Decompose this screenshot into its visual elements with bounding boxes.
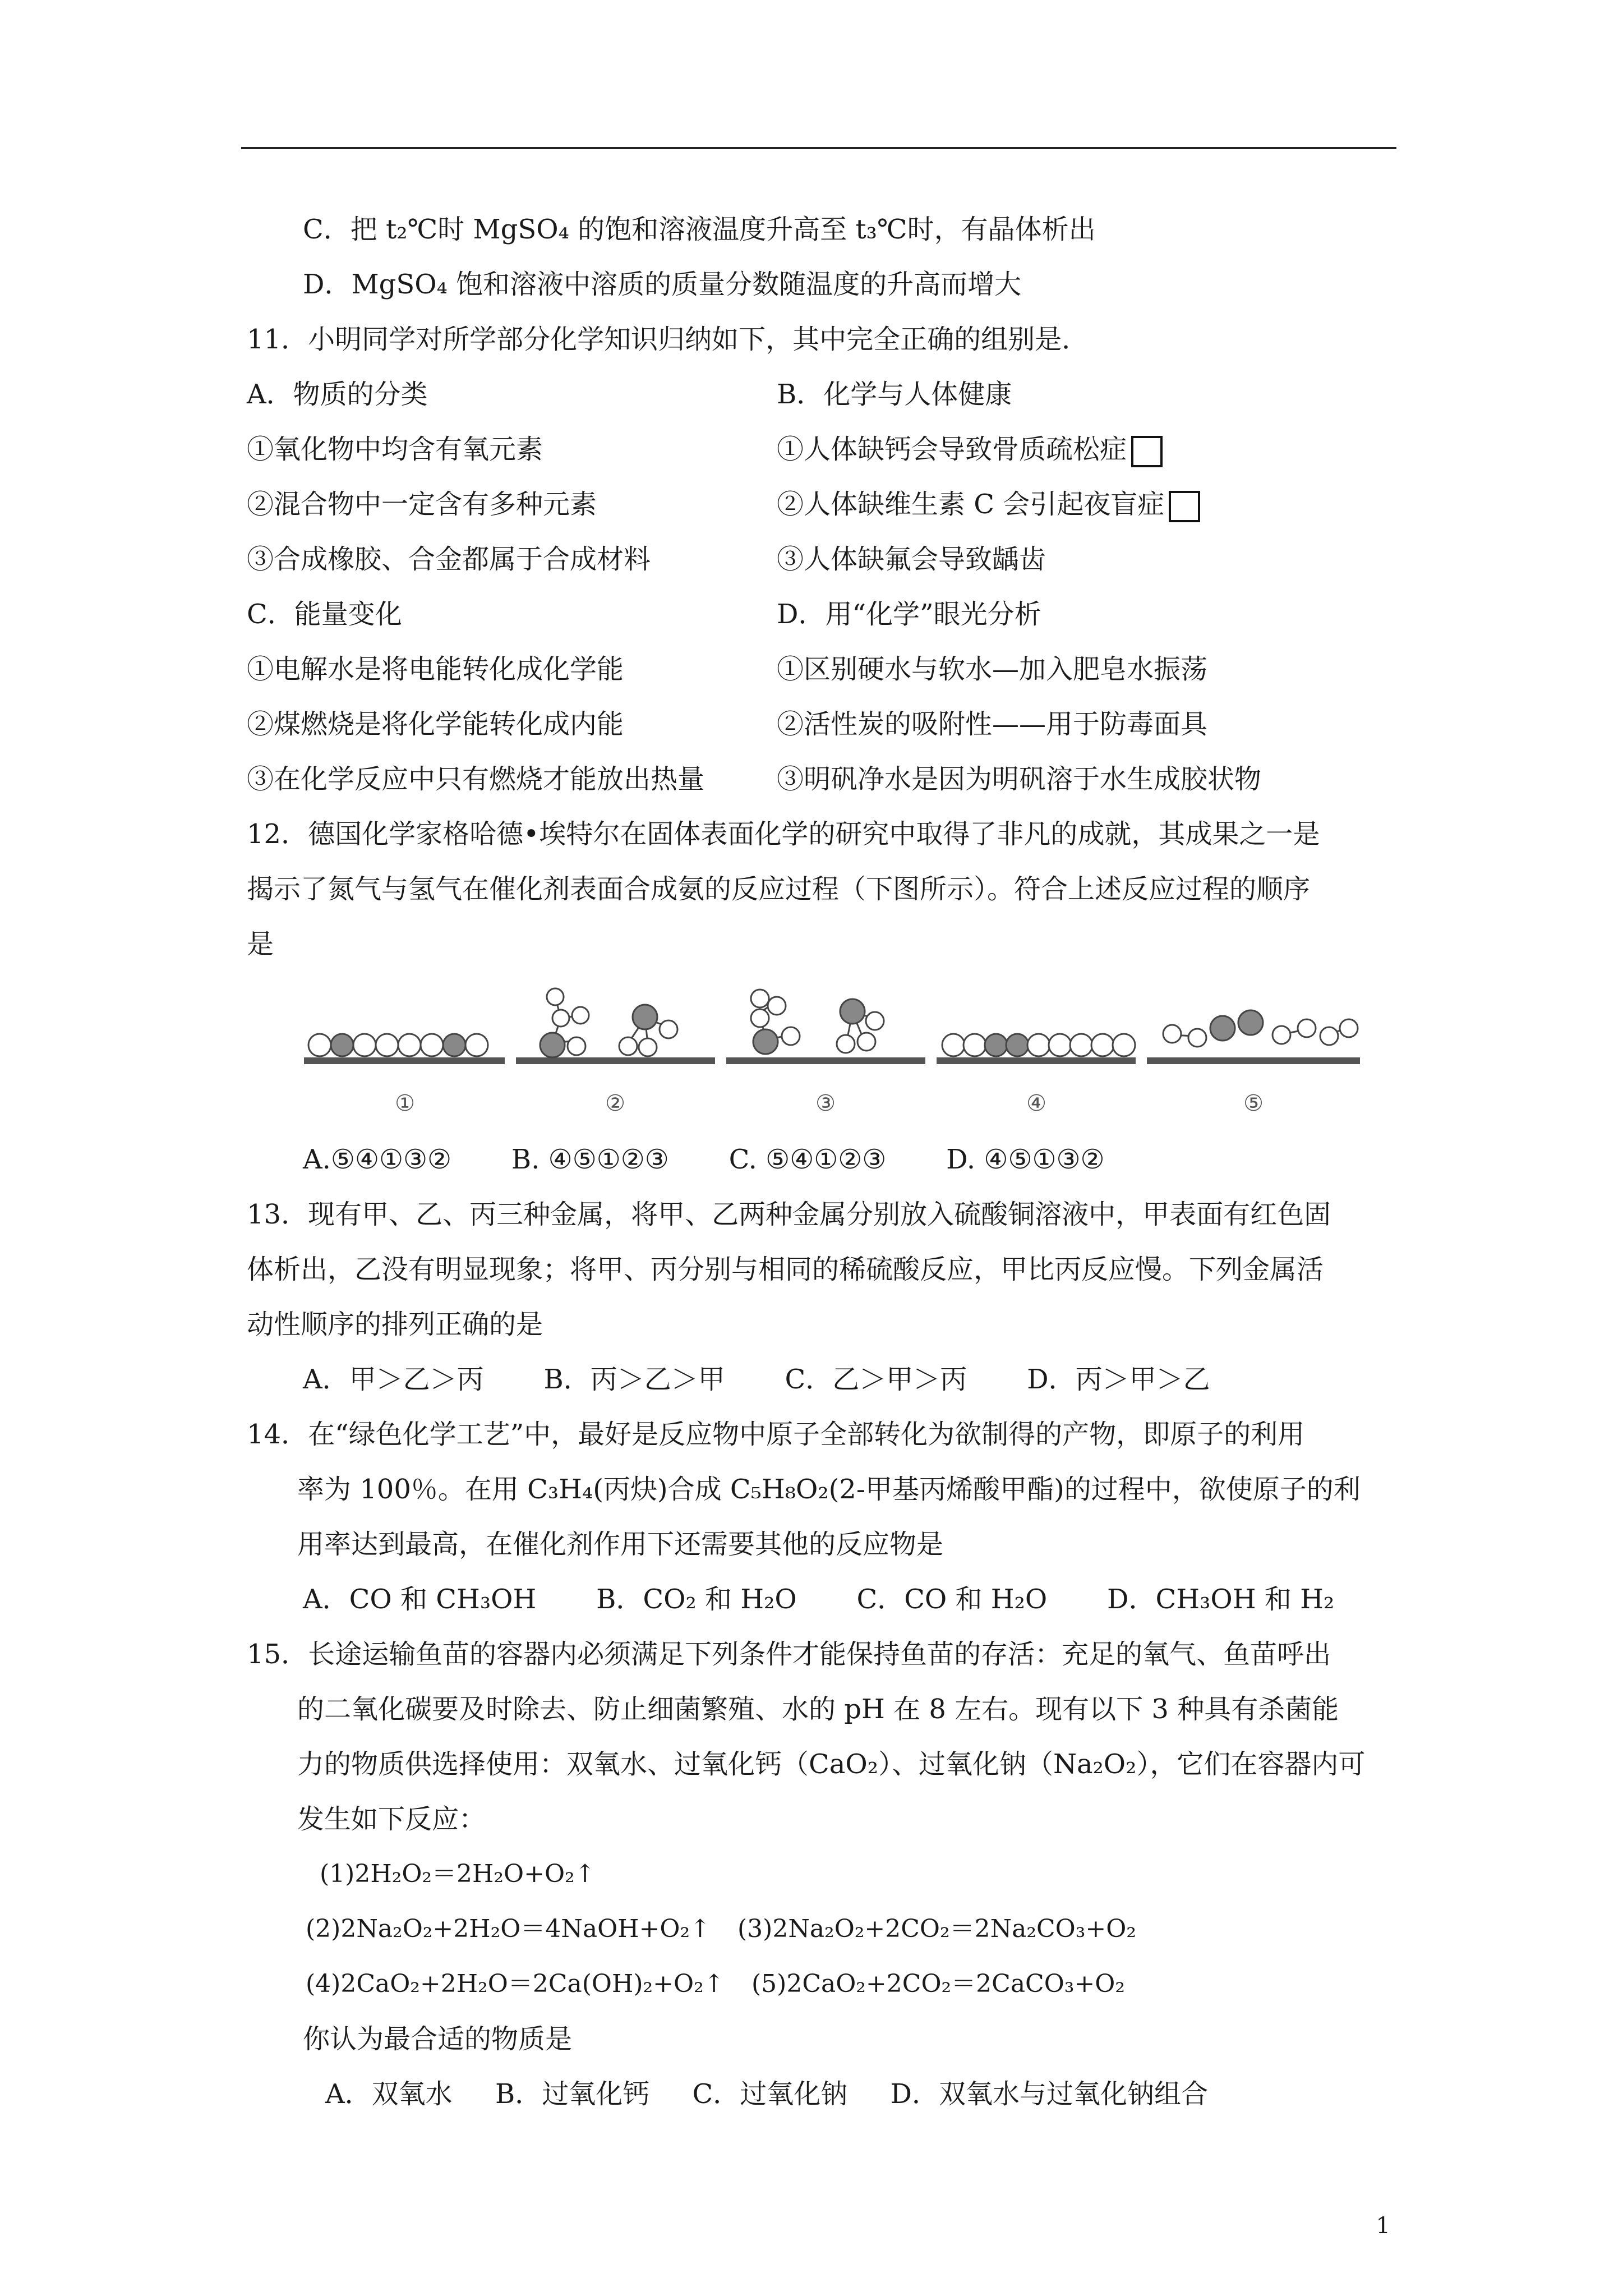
q15-stem-line1: 15．长途运输鱼苗的容器内必须满足下列条件才能保持鱼苗的存活：充足的氧气、鱼苗呼出 xyxy=(247,1639,1331,1670)
q14-stem-line2: 率为 100％。在用 C₃H₄(丙炔)合成 C₅H₈O₂(2-甲基丙烯酸甲酯)的过程中，欲使原子的利 xyxy=(297,1474,1361,1505)
q12-options: A.⑤④①③② B. ④⑤①②③ C. ⑤④①②③ D. ④⑤①③② xyxy=(303,1144,1105,1175)
q15-stem-line4: 发生如下反应： xyxy=(297,1803,486,1835)
q15-options: A．双氧水 B．过氧化钙 C．过氧化钠 D．双氧水与过氧化钠组合 xyxy=(325,2078,1209,2110)
q12-stem-line2: 揭示了氮气与氢气在催化剂表面合成氨的反应过程（下图所示）。符合上述反应过程的顺序 xyxy=(247,873,1311,905)
q11-d3: ③明矾净水是因为明矾溶于水生成胶状物 xyxy=(777,763,1262,795)
panel-5 xyxy=(1147,1010,1360,1064)
q15-reaction-4: (4)2CaO₂+2H₂O＝2Ca(OH)₂+O₂↑ xyxy=(306,1970,725,1998)
q11-a1: ①氧化物中均含有氧元素 xyxy=(247,434,543,465)
q15-ask: 你认为最合适的物质是 xyxy=(303,2023,573,2055)
panel-4 xyxy=(937,1034,1136,1064)
q11-a2: ②混合物中一定含有多种元素 xyxy=(247,489,597,520)
q15-reaction-2: (2)2Na₂O₂+2H₂O＝4NaOH+O₂↑ xyxy=(306,1915,711,1943)
panel-3 xyxy=(726,990,925,1064)
q12-stem-line1: 12．德国化学家格哈德•埃特尔在固体表面化学的研究中取得了非凡的成就，其成果之一是 xyxy=(247,818,1320,850)
q11-a-title: A．物质的分类 xyxy=(247,379,428,410)
q15-reaction-5: (5)2CaO₂+2CO₂＝2CaCO₃+O₂ xyxy=(751,1970,1126,1998)
q10-option-c: C．把 t₂℃时 MgSO₄ 的饱和溶液温度升高至 t₃℃时，有晶体析出 xyxy=(303,214,1096,245)
q12-stem-line3: 是 xyxy=(247,928,274,960)
q15-stem-line2: 的二氧化碳要及时除去、防止细菌繁殖、水的 pH 在 8 左右。现有以下 3 种具有杀菌能 xyxy=(297,1694,1339,1725)
panel-label-4: ④ xyxy=(1026,1091,1046,1116)
q13-stem-line1: 13．现有甲、乙、丙三种金属，将甲、乙两种金属分别放入硫酸铜溶液中，甲表面有红色固 xyxy=(247,1199,1331,1230)
q10-option-d: D．MgSO₄ 饱和溶液中溶质的质量分数随温度的升高而增大 xyxy=(303,269,1022,300)
page-number: 1 xyxy=(1376,2213,1390,2239)
reaction-process-figure xyxy=(297,973,1363,1125)
panel-label-5: ⑤ xyxy=(1243,1091,1264,1116)
q15-reaction-1: (1)2H₂O₂＝2H₂O+O₂↑ xyxy=(320,1860,596,1888)
q13-options: A．甲＞乙＞丙 B．丙＞乙＞甲 C．乙＞甲＞丙 D．丙＞甲＞乙 xyxy=(303,1364,1210,1395)
q15-reaction-3: (3)2Na₂O₂+2CO₂＝2Na₂CO₃+O₂ xyxy=(737,1915,1136,1943)
q11-b2: ②人体缺维生素 C 会引起夜盲症 xyxy=(777,489,1165,520)
header-rule xyxy=(241,147,1396,149)
answer-checkbox[interactable] xyxy=(1169,491,1200,522)
q13-stem-line2: 体析出，乙没有明显现象；将甲、丙分别与相同的稀硫酸反应，甲比丙反应慢。下列金属活 xyxy=(247,1254,1324,1285)
q11-c2: ②煤燃烧是将化学能转化成内能 xyxy=(247,708,624,740)
q11-c1: ①电解水是将电能转化成化学能 xyxy=(247,654,624,685)
q11-b2-row xyxy=(777,487,1200,522)
panel-2 xyxy=(516,988,715,1064)
q11-c3: ③在化学反应中只有燃烧才能放出热量 xyxy=(247,763,705,795)
panel-label-2: ② xyxy=(605,1091,625,1116)
q11-stem: 11．小明同学对所学部分化学知识归纳如下，其中完全正确的组别是． xyxy=(247,324,1089,355)
panel-1 xyxy=(304,1034,505,1064)
q11-d1: ①区别硬水与软水—加入肥皂水振荡 xyxy=(777,654,1208,685)
q11-b1-row xyxy=(777,432,1163,467)
panel-label-1: ① xyxy=(395,1091,415,1116)
q11-b1: ①人体缺钙会导致骨质疏松症 xyxy=(777,434,1127,465)
panel-label-3: ③ xyxy=(815,1091,836,1116)
q14-options: A．CO 和 CH₃OH B．CO₂ 和 H₂O C．CO 和 H₂O D．CH₃OH 和 H₂ xyxy=(303,1584,1335,1615)
q11-b3: ③人体缺氟会导致龋齿 xyxy=(777,544,1046,575)
q11-c-title: C．能量变化 xyxy=(247,599,402,630)
q15-stem-line3: 力的物质供选择使用：双氧水、过氧化钙（CaO₂）、过氧化钠（Na₂O₂），它们在容器内可 xyxy=(297,1749,1366,1780)
q11-b-title: B．化学与人体健康 xyxy=(777,379,1012,410)
q11-d-title: D．用“化学”眼光分析 xyxy=(777,599,1041,630)
q13-stem-line3: 动性顺序的排列正确的是 xyxy=(247,1309,543,1340)
q14-stem-line1: 14．在“绿色化学工艺”中，最好是反应物中原子全部转化为欲制得的产物，即原子的利用 xyxy=(247,1419,1305,1450)
q11-d2: ②活性炭的吸附性——用于防毒面具 xyxy=(777,708,1208,740)
q11-a3: ③合成橡胶、合金都属于合成材料 xyxy=(247,544,651,575)
q14-stem-line3: 用率达到最高，在催化剂作用下还需要其他的反应物是 xyxy=(297,1529,944,1560)
answer-checkbox[interactable] xyxy=(1131,436,1163,467)
